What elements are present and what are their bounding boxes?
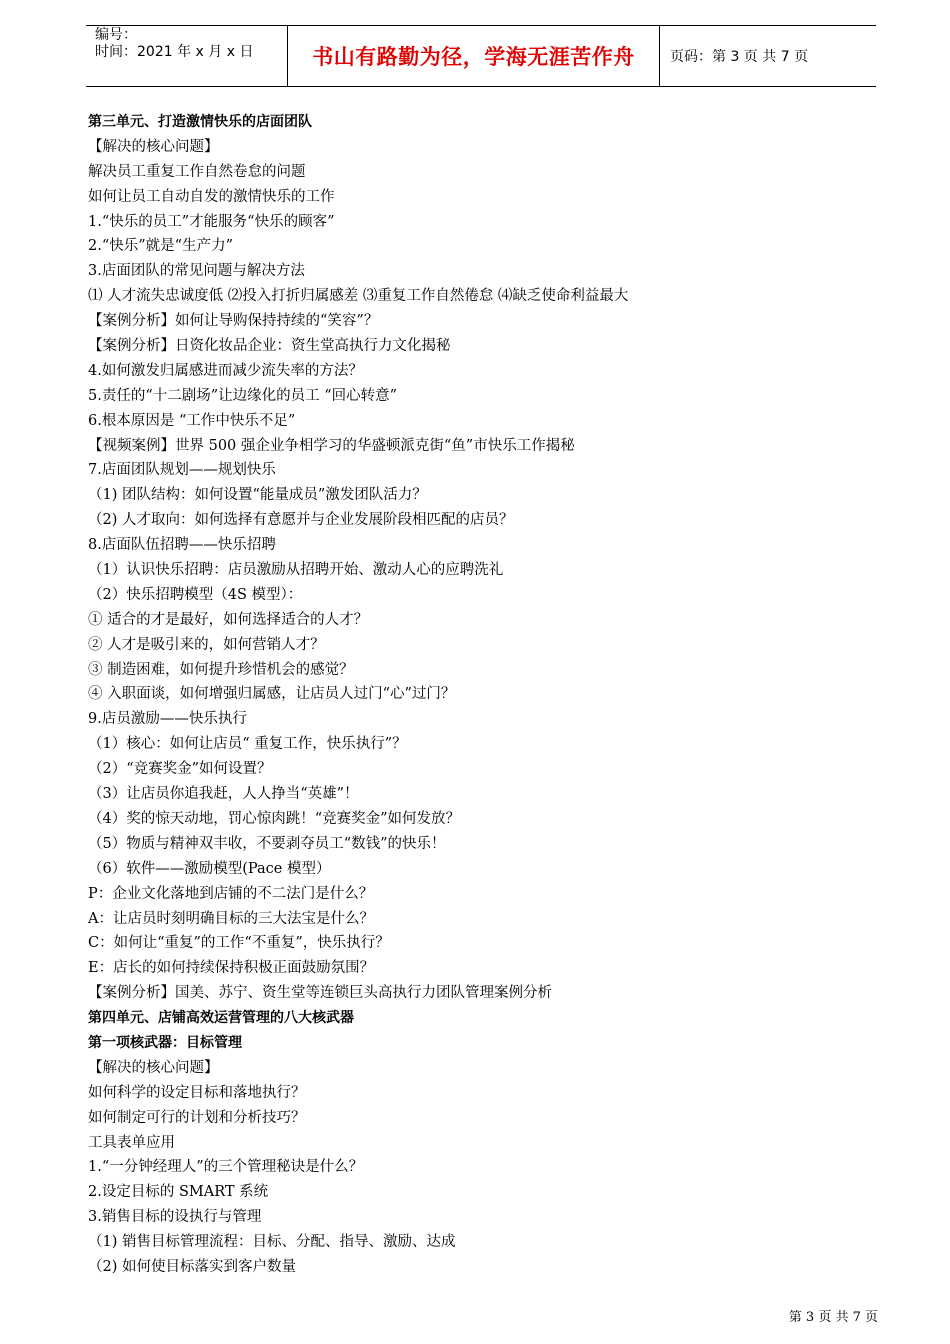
header-page-cell bbox=[660, 26, 876, 86]
text-line: 解决员工重复工作自然卷怠的问题 bbox=[88, 163, 306, 180]
text-line: 【解决的核心问题】 bbox=[88, 138, 219, 155]
text-line: 如何制定可行的计划和分析技巧？ bbox=[88, 1109, 306, 1126]
text-line: 4.如何激发归属感进而减少流失率的方法？ bbox=[88, 362, 363, 379]
page-header bbox=[86, 25, 876, 87]
page-footer: 第 3 页 共 7 页 bbox=[788, 1310, 878, 1325]
text-line: 【视频案例】世界 500 强企业争相学习的华盛顿派克街“鱼”市快乐工作揭秘 bbox=[88, 437, 575, 454]
text-line: 如何科学的设定目标和落地执行？ bbox=[88, 1084, 306, 1101]
text-line: （5）物质与精神双丰收，不要剥夺员工“数钱”的快乐！ bbox=[88, 835, 446, 852]
text-line: 【案例分析】如何让导购保持持续的“笑容”？ bbox=[88, 313, 379, 330]
header-motto-cell bbox=[288, 26, 660, 86]
text-line: （2）“竞赛奖金”如何设置？ bbox=[88, 761, 272, 778]
header-motto: 书山有路勤为径，学海无涯苦作舟 bbox=[312, 45, 635, 69]
section-heading: 第三单元、打造激情快乐的店面团队 bbox=[88, 114, 312, 130]
text-line: 6.根本原因是 “工作中快乐不足” bbox=[88, 412, 296, 429]
document-number-label: 编号： bbox=[95, 27, 137, 43]
text-line: 2.“快乐”就是“生产力” bbox=[88, 238, 233, 255]
text-line: 5.责任的“十二剧场”让边缘化的员工 “回心转意” bbox=[88, 387, 398, 404]
text-line: ⑴ 人才流失忠诚度低 ⑵投入打折归属感差 ⑶重复工作自然倦怠 ⑷缺乏使命利益最大 bbox=[88, 288, 629, 305]
text-line: ③ 制造困难，如何提升珍惜机会的感觉？ bbox=[88, 661, 354, 678]
section-heading: 第四单元、店铺高效运营管理的八大核武器 bbox=[88, 1010, 354, 1027]
text-line: 3.销售目标的设执行与管理 bbox=[88, 1209, 262, 1226]
text-line: 【解决的核心问题】 bbox=[88, 1059, 219, 1076]
text-line: （4）奖的惊天动地，罚心惊肉跳！“竞赛奖金”如何发放？ bbox=[88, 810, 461, 827]
header-meta bbox=[86, 26, 288, 86]
text-line: 【案例分析】国美、苏宁、资生堂等连锁巨头高执行力团队管理案例分析 bbox=[88, 985, 552, 1002]
text-line: 9.店员激励——快乐执行 bbox=[88, 711, 247, 728]
text-line: （6）软件——激励模型(Pace 模型） bbox=[88, 860, 331, 877]
text-line: 工具表单应用 bbox=[88, 1134, 175, 1151]
header-page-label: 页码：第 3 页 共 7 页 bbox=[670, 49, 809, 65]
text-line: 【案例分析】日资化妆品企业：资生堂高执行力文化揭秘 bbox=[88, 338, 451, 355]
text-line: 8.店面队伍招聘——快乐招聘 bbox=[88, 537, 276, 554]
text-line: 7.店面团队规划——规划快乐 bbox=[88, 462, 276, 479]
text-line: （2) 如何使目标落实到客户数量 bbox=[88, 1258, 296, 1275]
text-line: （1）认识快乐招聘：店员激励从招聘开始、激动人心的应聘洗礼 bbox=[88, 562, 504, 579]
text-line: 如何让员工自动自发的激情快乐的工作 bbox=[88, 188, 335, 205]
section-heading: 第一项核武器：目标管理 bbox=[88, 1034, 242, 1051]
text-line: ④ 入职面谈，如何增强归属感，让店员人过门“心”过门？ bbox=[88, 686, 456, 703]
text-line: E：店长的如何持续保持积极正面鼓励氛围？ bbox=[88, 960, 375, 977]
text-line: （1）核心：如何让店员“ 重复工作，快乐执行”？ bbox=[88, 736, 407, 753]
text-line: A：让店员时刻明确目标的三大法宝是什么？ bbox=[88, 910, 374, 927]
text-line: （2) 人才取向：如何选择有意愿并与企业发展阶段相匹配的店员？ bbox=[88, 512, 514, 529]
text-line: P：企业文化落地到店铺的不二法门是什么？ bbox=[88, 885, 374, 902]
text-line: 3.店面团队的常见问题与解决方法 bbox=[88, 263, 305, 280]
text-line: （1) 团队结构：如何设置“能量成员”激发团队活力？ bbox=[88, 487, 427, 504]
text-line: ① 适合的才是最好，如何选择适合的人才？ bbox=[88, 611, 369, 628]
document-time-label: 时间：2021 年 x 月 x 日 bbox=[95, 44, 254, 60]
document-body bbox=[88, 110, 878, 1280]
text-line: （2）快乐招聘模型（4S 模型）： bbox=[88, 586, 303, 603]
text-line: ② 人才是吸引来的，如何营销人才？ bbox=[88, 636, 325, 653]
text-line: 1.“一分钟经理人”的三个管理秘诀是什么？ bbox=[88, 1159, 364, 1176]
text-line: 1.“快乐的员工”才能服务“快乐的顾客” bbox=[88, 213, 335, 230]
text-line: （3）让店员你追我赶，人人挣当“英雄”！ bbox=[88, 786, 359, 803]
text-line: 2.设定目标的 SMART 系统 bbox=[88, 1184, 269, 1201]
text-line: （1) 销售目标管理流程：目标、分配、指导、激励、达成 bbox=[88, 1234, 456, 1251]
text-line: C：如何让“重复”的工作“不重复”，快乐执行？ bbox=[88, 935, 390, 952]
